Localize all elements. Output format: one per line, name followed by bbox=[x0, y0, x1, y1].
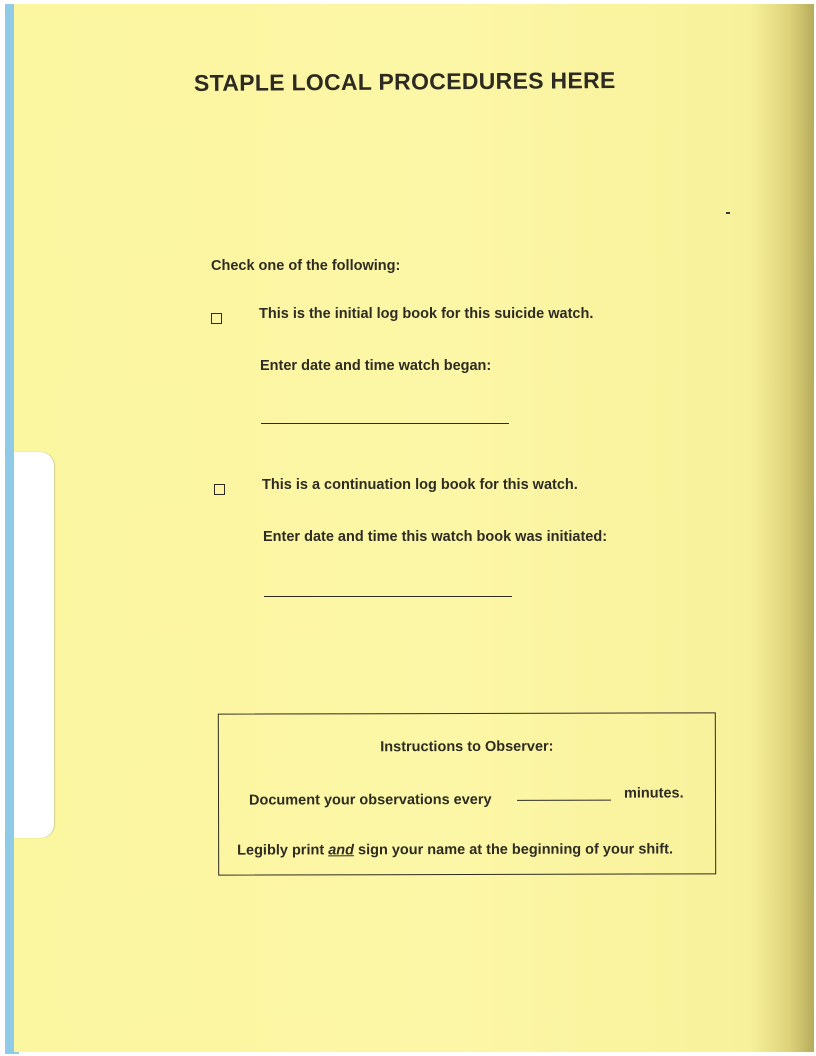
sign-name-line bbox=[237, 841, 673, 858]
sign-text-emphasis: and bbox=[328, 842, 354, 859]
index-tab-cutout bbox=[14, 452, 54, 838]
initial-log-checkbox[interactable] bbox=[211, 313, 222, 324]
initial-date-time-field[interactable] bbox=[261, 423, 509, 424]
initial-date-prompt: Enter date and time watch began: bbox=[260, 358, 492, 374]
initial-log-label: This is the initial log book for this suicide watch. bbox=[259, 306, 594, 322]
sign-text-after: sign your name at the beginning of your shift. bbox=[357, 841, 674, 859]
scan-speck bbox=[726, 212, 730, 214]
interval-text-after: minutes. bbox=[623, 785, 684, 802]
check-prompt: Check one of the following: bbox=[211, 258, 401, 274]
sign-text-before: Legibly print bbox=[237, 842, 325, 859]
continuation-date-prompt: Enter date and time this watch book was initiated: bbox=[263, 529, 608, 545]
interval-text-before: Document your observations every bbox=[248, 791, 492, 809]
yellow-log-book-cover bbox=[14, 4, 814, 1052]
page-title: STAPLE LOCAL PROCEDURES HERE bbox=[193, 67, 616, 96]
continuation-date-time-field[interactable] bbox=[264, 596, 512, 597]
instructions-title: Instructions to Observer: bbox=[380, 738, 554, 756]
observation-interval-line bbox=[249, 792, 492, 809]
observation-interval-field[interactable] bbox=[517, 800, 611, 801]
continuation-log-label: This is a continuation log book for this watch. bbox=[262, 477, 578, 493]
instructions-box bbox=[218, 712, 716, 875]
continuation-log-checkbox[interactable] bbox=[214, 484, 225, 495]
